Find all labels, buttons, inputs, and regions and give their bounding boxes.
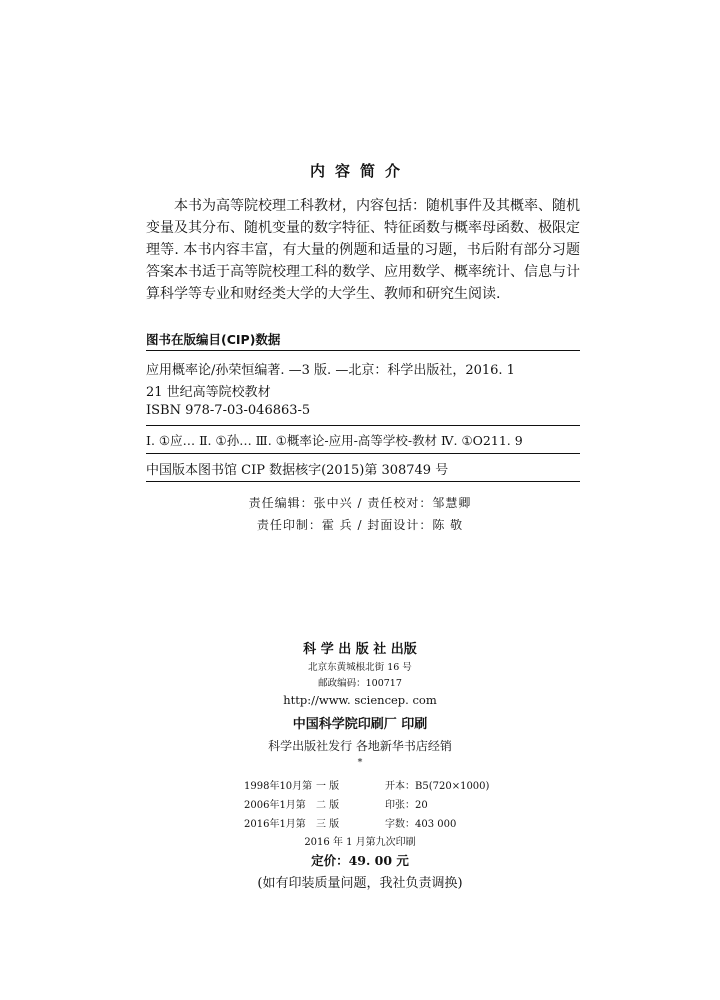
edition-spec: 字数：403 000	[385, 819, 457, 830]
publisher-address: 北京东黄城根北街 16 号	[308, 662, 412, 673]
edition-spec: 印张：20	[385, 800, 428, 811]
distribution-line: 科学出版社发行 各地新华书店经销	[268, 739, 452, 753]
cip-top-rule	[146, 350, 580, 351]
cip-mid-rule	[146, 425, 580, 426]
cip-heading: 图书在版编目(CIP)数据	[146, 332, 281, 347]
printer-line: 中国科学院印刷厂 印刷	[292, 717, 428, 732]
edition-date: 1998年10月第	[244, 781, 313, 792]
cip-classification: Ⅰ. ①应… Ⅱ. ①孙… Ⅲ. ①概率论-应用-高等学校-教材 Ⅳ. ①O211. 9	[146, 433, 523, 448]
cip-record-number: 中国版本图书馆 CIP 数据核字(2015)第 308749 号	[146, 463, 449, 478]
cip-mid-rule	[146, 453, 580, 454]
cip-line: 应用概率论/孙荣恒编著. —3 版. —北京：科学出版社，2016. 1	[146, 363, 515, 378]
intro-paragraph: 本书适于高等院校理工科的数学、应用数学、概率统计、信息与计算科学等专业和财经类大学的大学生、教师和研究生阅读.	[146, 264, 580, 302]
edition-date: 2006年1月第	[244, 800, 306, 811]
cip-bottom-rule	[146, 481, 580, 482]
price: 定价：49. 00 元	[311, 853, 409, 868]
publisher-name: 科 学 出 版 社 出版	[303, 642, 417, 657]
publisher-postcode: 邮政编码：100717	[318, 678, 402, 689]
printing-line: 2016 年 1 月第九次印刷	[304, 837, 416, 848]
publisher-url: http://www. sciencep. com	[283, 693, 437, 707]
edition-number: 一 版	[316, 781, 340, 792]
edition-date: 2016年1月第	[244, 819, 306, 830]
intro-paragraph: 本书为高等院校理工科教材，内容包括：随机事件及其概率、随机变量及其分布、随机变量的数字特征、特征函数与概率母函数、极限定理等. 本书内容丰富，有大量的例题和适量的习题，书后附有部分习题答案.	[146, 198, 580, 280]
edition-spec: 开本：B5(720×1000)	[385, 781, 490, 792]
cip-line: 21 世纪高等院校教材	[146, 385, 271, 400]
staff-editors: 责任编辑：张中兴 / 责任校对：邹慧卿	[248, 496, 472, 510]
section-title: 内容简介	[309, 162, 410, 180]
staff-printing-cover: 责任印制：霍 兵 / 封面设计：陈 敬	[256, 518, 464, 532]
cip-line: ISBN 978-7-03-046863-5	[146, 403, 311, 418]
quality-note: (如有印装质量问题，我社负责调换)	[257, 876, 463, 891]
edition-number: 二 版	[316, 800, 340, 811]
edition-number: 三 版	[316, 819, 340, 830]
separator-asterisk: *	[357, 757, 363, 768]
